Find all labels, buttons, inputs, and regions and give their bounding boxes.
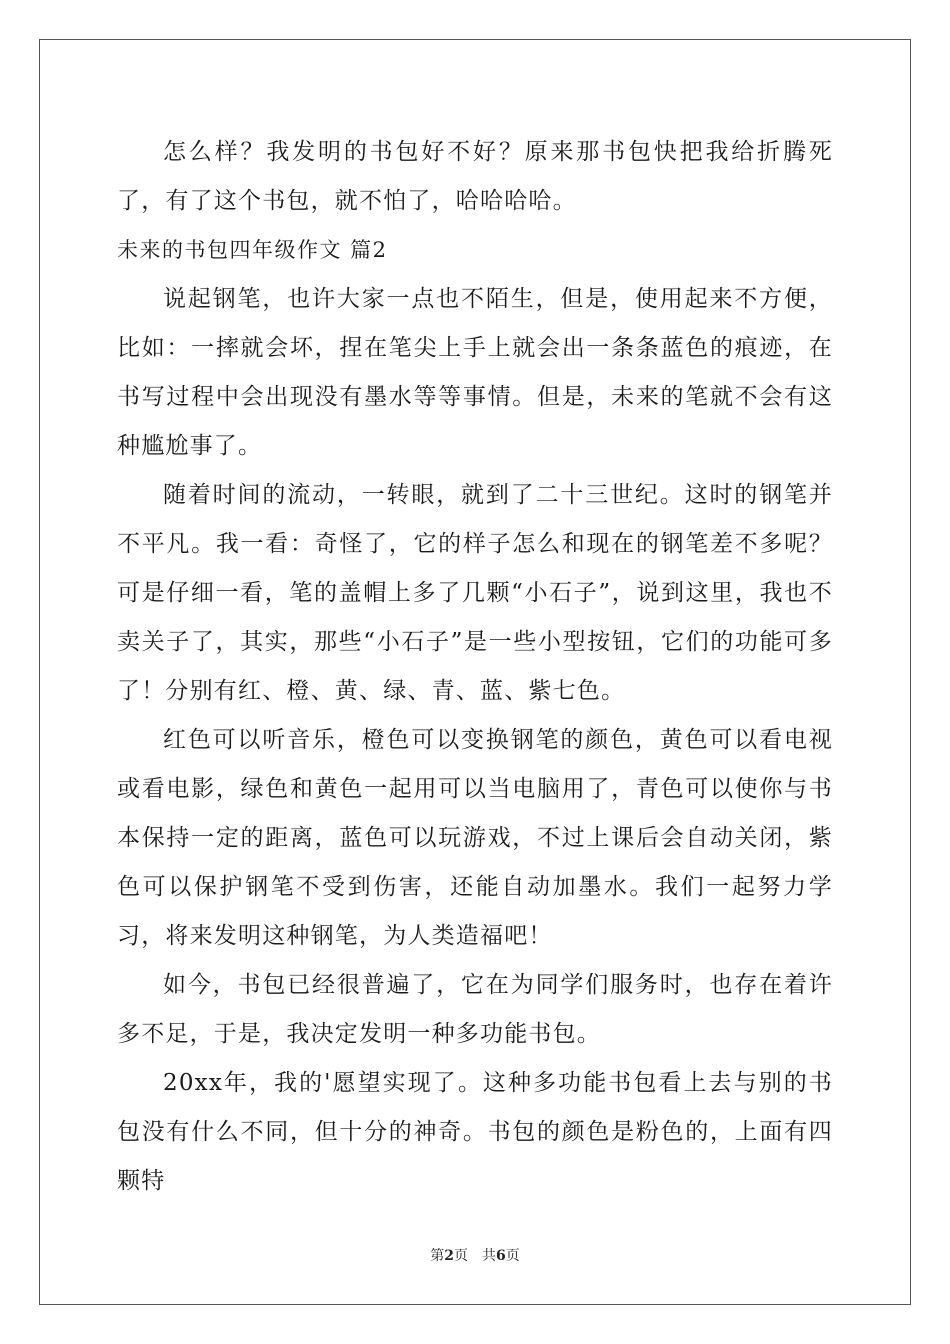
paragraph-6: 20xx年，我的'愿望实现了。这种多功能书包看上去与别的书包没有什么不同，但十分的神奇。书包的颜色是粉色的，上面有四颗特 [117,1070,833,1194]
paragraph-5: 如今，书包已经很普遍了，它在为同学们服务时，也存在着许多不足，于是，我决定发明一种多功能书包。 [117,972,833,1047]
paragraph-3: 随着时间的流动，一转眼，就到了二十三世纪。这时的钢笔并不平凡。我一看：奇怪了，它的样子怎么和现在的钢笔差不多呢？可是仔细一看，笔的盖帽上多了几颗“小石子”，说到这里，我也不卖关子了，其实，那些“小石子”是一些小型按钮，它们的功能可多了！分别有红、橙、黄、绿、青、蓝、紫七色。 [117,482,833,704]
page-number: 第2页 [430,1248,468,1264]
paragraph-2: 说起钢笔，也许大家一点也不陌生，但是，使用起来不方便，比如：一摔就会坏，捏在笔尖上手上就会出一条条蓝色的痕迹，在书写过程中会出现没有墨水等等事情。但是，未来的笔就不会有这种尴尬事了。 [117,286,833,459]
paragraph-1: 怎么样？我发明的书包好不好？原来那书包快把我给折腾死了，有了这个书包，就不怕了，哈哈哈哈。 [117,139,833,214]
paragraph-4: 红色可以听音乐，橙色可以变换钢笔的颜色，黄色可以看电视或看电影，绿色和黄色一起用可以当电脑用了，青色可以使你与书本保持一定的距离，蓝色可以玩游戏，不过上课后会自动关闭，紫色可以保护钢笔不受到伤害，还能自动加墨水。我们一起努力学习，将来发明这种钢笔，为人类造福吧！ [117,727,833,949]
section-heading: 未来的书包四年级作文 篇2 [117,238,388,262]
page-footer [0,1247,950,1265]
page-total: 共6页 [482,1248,520,1264]
document-body [117,128,833,1206]
